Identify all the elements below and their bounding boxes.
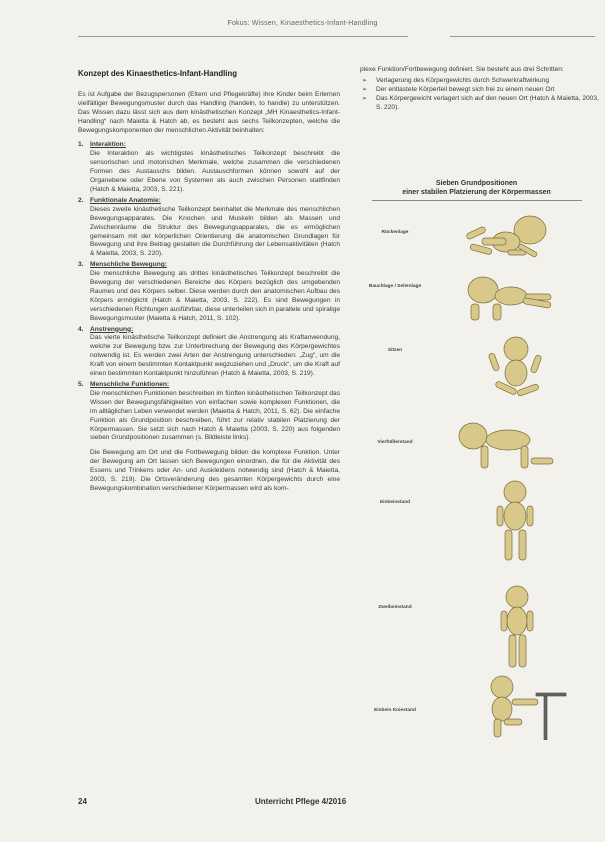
header-rule-right xyxy=(450,36,595,37)
list-item-5 xyxy=(78,381,340,443)
positions-figure xyxy=(358,180,595,735)
item-text: Die Interaktion als wichtigstes kinästhetisches Teilkonzept beschreibt die sensorischen und motorischen Merkmale, welche zusammen die verschiedenen Formen des Austauschs bilden. Austauschformen können sowohl auf der Organebene oder Ebene von Systemen als auch zwischen Personen stattfinden (Hatch & Maietta, 2003, S. 221). xyxy=(90,150,340,193)
list-item-2 xyxy=(78,197,340,259)
closing-paragraph: Die Bewegung am Ort und die Fortbewegung bilden die komplexe Funktion. Unter der Bewegung am Ort lassen sich Bewegungen einordnen, die für die Aktivität des Essens und Trinkens oder An- und Auskleidens notwendig sind (Hatch & Maietta, 2003, S. 219). Die Ortsveränderung des gesamten Körpergewichts durch eine Bewegungskombination verschiedener Körpermassen wird als kom- xyxy=(90,449,340,492)
item-title: Menschliche Funktionen: xyxy=(90,381,170,388)
label-bauchlage: Bauchlage / Seitenlage xyxy=(368,284,422,289)
left-column xyxy=(78,70,340,500)
item-text: Dieses zweite kinästhetische Teilkonzept beinhaltet die Merkmale des menschlichen Bewegungsapparates. Die Knochen und Muskeln bilden als Massen und Zwischenräume die Struktur des Bewegungsapparates, die es ermöglichen gemeinsam mit der körperlichen Orientierung die anatomischen Grundlagen für Bewegung und ihre Beitrag gestalten die Durchführung der Lebensaktivitäten (Hatch & Maietta, 2003, S. 220). xyxy=(90,205,340,258)
item-title: Anstrengung: xyxy=(90,325,134,333)
item-number: 5. xyxy=(78,381,84,388)
figure-einbein-kniestand-illustration xyxy=(468,675,578,740)
step-item: ➢ Verlagerung des Körpergewichts durch Schwerkraftwirkung xyxy=(360,77,600,86)
step-item: ➢ Der entlastete Körperteil bewegt sich frei zu einem neuen Ort xyxy=(360,86,600,95)
item-title: Interaktion: xyxy=(90,141,126,149)
step-item: ➢ Das Körpergewicht verlagert sich auf den neuen Ort (Hatch & Maietta, 2003, S. 220). xyxy=(360,95,600,113)
header-rule-left xyxy=(78,36,408,37)
figure-rule xyxy=(372,200,582,201)
running-header: Fokus: Wissen, Kinaesthetics-Infant-Handling xyxy=(227,20,378,27)
figure-title-line1: Sieben Grundpositionen xyxy=(435,180,518,187)
page-number: 24 xyxy=(78,797,87,806)
steps-list xyxy=(360,77,600,113)
figure-title xyxy=(358,180,595,197)
figure-sitzen-illustration xyxy=(483,335,553,415)
list-item-1 xyxy=(78,141,340,194)
item-text: Die menschlichen Funktionen beschreiben im fünften kinästhetischen Teilkonzept das Wissen der Bewegungsfähigkeiten von einfachen sowie komplexen Funktionen, die im alltäglichen Leben verwendet werden (Maietta & Hatch, 2011, S. 62). Die einfache Funktion als Grundposition beschreiben, führt zur relativ stabilen Platzierung der Körpermassen. Sie setzt sich nach Hatch & Maietta (2003, S. 220) aus folgenden sieben Grundpositionen zusammen (s. Bildleiste links). xyxy=(90,389,340,442)
label-vierfuessler: Vierfüßlerstand xyxy=(377,440,413,445)
figure-vierfuessler-illustration xyxy=(453,418,563,480)
label-einbeinstand: Einbeinstand xyxy=(379,500,411,505)
label-rueckenlage: Rückenlage xyxy=(381,230,409,235)
figure-bauchlage-illustration xyxy=(453,268,563,326)
figure-einbeinstand-illustration xyxy=(481,480,551,570)
figure-zweibeinstand-illustration xyxy=(483,585,553,675)
item-title: Menschliche Bewegung: xyxy=(90,261,167,269)
item-number: 3. xyxy=(78,261,84,269)
right-column xyxy=(360,66,600,113)
right-intro: plexe Funktion/Fortbewegung definiert. Sie besteht aus drei Schritten: xyxy=(360,66,564,73)
item-text: Die menschliche Bewegung als drittes kinästhetisches Teilkonzept beschreibt die Bewegung der verschiedenen Bereiche des Körpers bezüglich des umgebenden Raumes und des Körpers selber. Diese werden durch den anatomischen Aufbau des Körpers ermöglicht (Hatch & Maietta, 2003, S. 222). Es sind Bewegungen in verschiedenen Richtungen ausführbar, diese unterteilen sich in parallele und spiralige Bewegungsmuster (Maietta & Hatch, 2011, S. 102). xyxy=(90,270,340,322)
journal-name: Unterricht Pflege 4/2016 xyxy=(255,797,347,806)
figure-rueckenlage-illustration xyxy=(458,208,558,266)
label-zweibeinstand: Zweibeinstand xyxy=(378,605,412,610)
figure-title-line2: einer stabilen Platzierung der Körpermassen xyxy=(402,188,551,196)
article-title: Konzept des Kinaesthetics-Infant-Handling xyxy=(78,69,237,78)
label-sitzen: Sitzen xyxy=(387,348,403,353)
item-number: 2. xyxy=(78,196,84,204)
item-number: 1. xyxy=(78,141,84,149)
label-einbein-kniestand: Einbein Kniestand xyxy=(374,708,416,713)
intro-paragraph: Es ist Aufgabe der Bezugspersonen (Eltern und Pflegekräfte) ihre Kinder beim Erlernen vielfältiger Bewegungsmuster durch das Handling (handeln, to handle) zu unterstützen. Das Wissen dazu lässt sich aus dem kinästhetischen Konzept „MH Kinaesthetics-Infant-Handling“ nach Maietta & Hatch ab, es besteht aus sechs Teilkonzepten, welche die Bewegungskomponenten der menschlichen Aktivität beinhalten: xyxy=(78,90,340,134)
list-item-4 xyxy=(78,326,340,379)
item-number: 4. xyxy=(78,325,84,333)
list-item-3 xyxy=(78,261,340,323)
item-text: Das vierte kinästhetische Teilkonzept definiert die Anstrengung als Kraftanwendung, welche zur Bewegung bzw. zur Unterbrechung der Bewegung des Körpergewichtes notwendig ist. Es werden zwei Arten der Anstrengung unterschieden: „Zug“, um die Kraft von einem bestimmten Kontaktpunkt wegzuziehen und „Druck“, um die Kraft auf einen bestimmten Kontaktpunkt hinzuführen (Hatch & Maietta, 2003, S. 219). xyxy=(90,334,340,378)
item-title: Funktionale Anatomie: xyxy=(90,196,161,204)
